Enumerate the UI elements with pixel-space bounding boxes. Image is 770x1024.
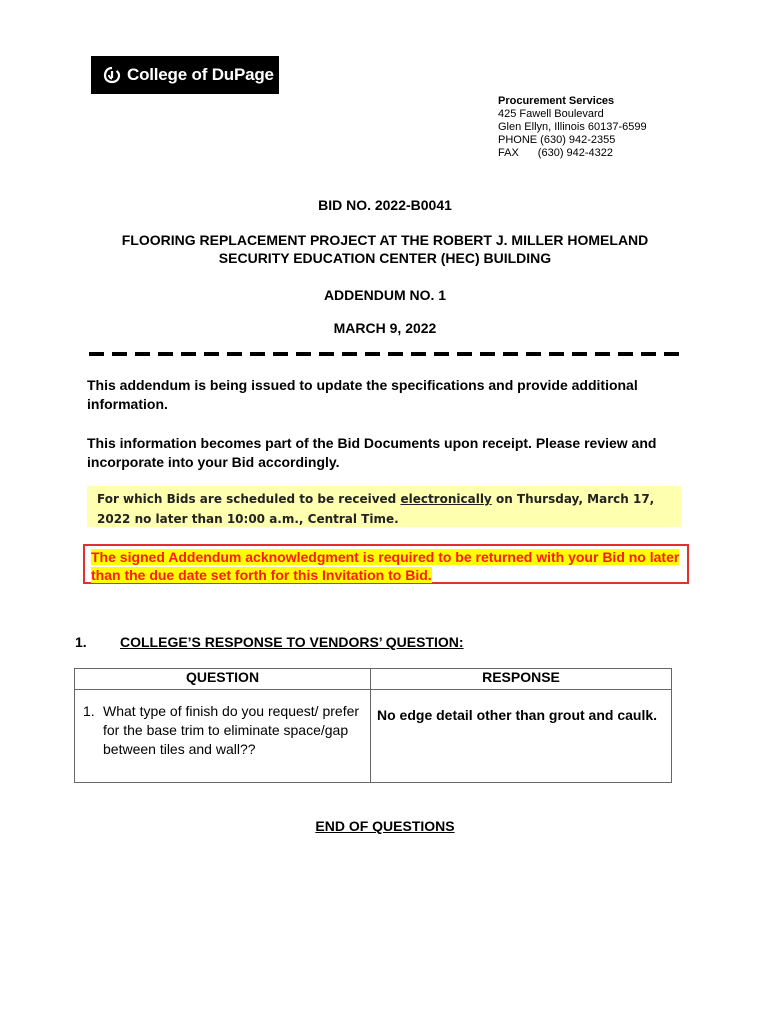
project-title xyxy=(0,231,770,267)
addendum-number: ADDENDUM NO. 1 xyxy=(323,287,447,303)
department-name: Procurement Services xyxy=(498,95,615,107)
questions-table xyxy=(74,668,672,783)
section-title: COLLEGE’S RESPONSE TO VENDORS’ QUESTION: xyxy=(120,634,464,650)
electronic-submission-notice xyxy=(87,486,681,527)
phone-number: PHONE (630) 942-2355 xyxy=(498,134,616,146)
bid-number: BID NO. 2022-B0041 xyxy=(318,197,452,213)
table-row xyxy=(75,690,672,783)
question-number: 1. xyxy=(83,703,95,719)
end-of-questions: END OF QUESTIONS xyxy=(315,818,455,834)
fax-label: FAX xyxy=(498,147,519,159)
fax-number: (630) 942-4322 xyxy=(537,147,614,159)
addendum-date: MARCH 9, 2022 xyxy=(333,320,437,336)
college-of-dupage-logo-icon xyxy=(103,66,121,84)
college-logo xyxy=(91,56,279,94)
question-cell xyxy=(75,690,371,783)
bid-documents-paragraph: This information becomes part of the Bid Documents upon receipt. Please review and incorporate into your Bid accordingly. xyxy=(87,435,657,470)
project-title-line-2: SECURITY EDUCATION CENTER (HEC) BUILDING xyxy=(218,250,552,266)
contact-block xyxy=(498,95,647,160)
section-number: 1. xyxy=(75,634,87,650)
notice-text-end: on Thursday, March 17, 2022 no later than 10:00 a.m., Central Time. xyxy=(97,492,655,526)
logo-text: College of DuPage xyxy=(127,65,274,84)
response-text: No edge detail other than grout and caulk. xyxy=(377,707,658,723)
dashed-divider xyxy=(89,348,683,360)
acknowledgment-warning xyxy=(83,544,689,584)
table-header-row xyxy=(75,669,672,690)
fax-line xyxy=(498,147,647,160)
response-cell xyxy=(371,690,672,783)
response-column-header: RESPONSE xyxy=(371,669,672,690)
address-line-1: 425 Fawell Boulevard xyxy=(498,108,604,120)
notice-electronically: electronically xyxy=(400,492,492,506)
project-title-line-1: FLOORING REPLACEMENT PROJECT AT THE ROBERT J. MILLER HOMELAND xyxy=(121,232,649,248)
intro-paragraph: This addendum is being issued to update the specifications and provide additional information. xyxy=(87,377,638,412)
address-line-2: Glen Ellyn, Illinois 60137-6599 xyxy=(498,121,647,133)
notice-text-start: For which Bids are scheduled to be received xyxy=(97,492,401,506)
question-text: What type of finish do you request/ prefer for the base trim to eliminate space/gap between tiles and wall?? xyxy=(103,703,360,757)
warning-text: The signed Addendum acknowledgment is required to be returned with your Bid no later than the due date set forth for this Invitation to Bid. xyxy=(91,549,680,583)
question-column-header: QUESTION xyxy=(75,669,371,690)
